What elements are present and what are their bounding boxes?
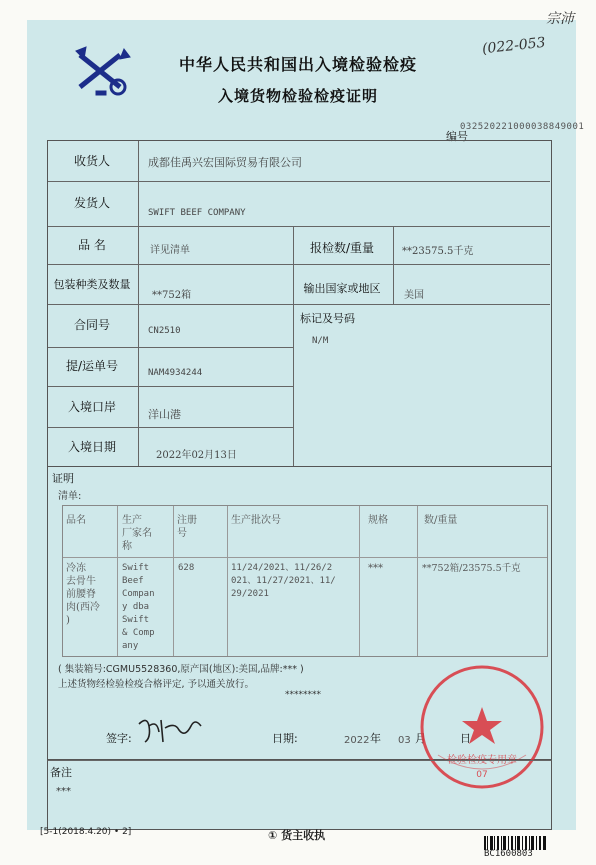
entry-date-value: 2022年02月13日 — [156, 450, 237, 461]
goods-label: 品 名 — [78, 238, 106, 252]
quantity-label: 报检数/重量 — [309, 241, 375, 255]
packing-value: **752箱 — [152, 290, 192, 301]
consignee-label: 收货人 — [73, 154, 110, 168]
signature-label: 签字: — [106, 732, 132, 745]
container-line: ( 集装箱号:CGMU5528360,原产国(地区):美国,品牌:*** ) — [58, 664, 304, 675]
origin-value: 美国 — [404, 290, 424, 301]
cert-number: 032520221000038849001 — [460, 122, 585, 132]
bl-value: NAM4934244 — [148, 368, 203, 378]
statement-stars: ******** — [285, 690, 321, 700]
sign-year-unit: 年 — [370, 732, 381, 745]
remarks-section — [47, 760, 552, 830]
consignee-value: 成都佳禹兴宏国际贸易有限公司 — [148, 156, 302, 169]
packing-label: 包装种类及数量 — [53, 278, 131, 291]
row-spec: *** — [368, 563, 383, 574]
remarks-value: *** — [56, 786, 71, 797]
date-label: 入境日期 — [67, 440, 116, 454]
handwritten-name: 宗沛 — [546, 11, 574, 27]
col-header-reg: 注册 号 — [177, 515, 197, 539]
marks-label: 标记及号码 — [300, 312, 355, 325]
remarks-label: 备注 — [50, 766, 72, 779]
document-title: 中华人民共和国出入境检验检疫 — [178, 55, 417, 74]
bl-label: 提/运单号 — [65, 359, 119, 373]
quantity-value: **23575.5千克 — [402, 246, 474, 257]
col-header-maker: 生产 厂家名 称 — [122, 515, 152, 552]
col-header-spec: 规格 — [368, 515, 388, 526]
handwritten-ref: (022-053 — [481, 34, 547, 58]
origin-label: 输出国家或地区 — [303, 282, 381, 295]
clearance-statement: 上述货物经检验检疫合格评定, 予以通关放行。 — [58, 679, 255, 690]
form-code: [5-1(2018.4.20) • 2] — [40, 827, 132, 837]
copy-label: ① 货主收执 — [268, 829, 326, 842]
list-label: 清单: — [58, 491, 82, 502]
consignor-value: SWIFT BEEF COMPANY — [148, 208, 246, 218]
sign-month-unit: 月 — [415, 732, 426, 745]
goods-value: 详见清单 — [150, 245, 190, 256]
contract-value: CN2510 — [148, 326, 181, 336]
port-label: 入境口岸 — [67, 400, 116, 414]
cert-number-label: 编号 — [446, 130, 468, 143]
port-value: 洋山港 — [148, 408, 181, 421]
row-qty: **752箱/23575.5千克 — [422, 563, 521, 574]
sign-day-unit: 日 — [460, 732, 471, 745]
row-batch: 11/24/2021、11/26/2 021、11/27/2021、11/ 29/2021 — [231, 563, 336, 599]
stamp-number: 07 — [476, 770, 488, 780]
barcode-number: BC1600803 — [484, 849, 533, 859]
certification-label: 证明 — [52, 472, 74, 485]
col-header-name: 品名 — [66, 515, 86, 526]
consignor-label: 发货人 — [73, 196, 110, 210]
date-sign-label: 日期: — [272, 732, 298, 745]
row-maker: Swift Beef Compan y dba Swift & Comp any — [122, 563, 155, 651]
stamp-subtitle: 检验检疫专用章 — [447, 755, 517, 766]
col-header-qty: 数/重量 — [424, 515, 458, 526]
marks-value: N/M — [312, 336, 329, 346]
document-subtitle: 入境货物检验检疫证明 — [217, 87, 378, 105]
row-reg: 628 — [178, 563, 195, 573]
row-name: 冷冻 去骨牛 前腰脊 肉(西冷 ) — [66, 563, 100, 626]
col-header-batch: 生产批次号 — [231, 515, 281, 526]
info-grid — [47, 140, 552, 467]
contract-label: 合同号 — [73, 318, 110, 332]
barcode-icon — [484, 836, 546, 850]
sign-month: 03 — [398, 735, 411, 746]
sign-year: 2022 — [344, 735, 370, 746]
handwritten-signature — [135, 712, 205, 746]
